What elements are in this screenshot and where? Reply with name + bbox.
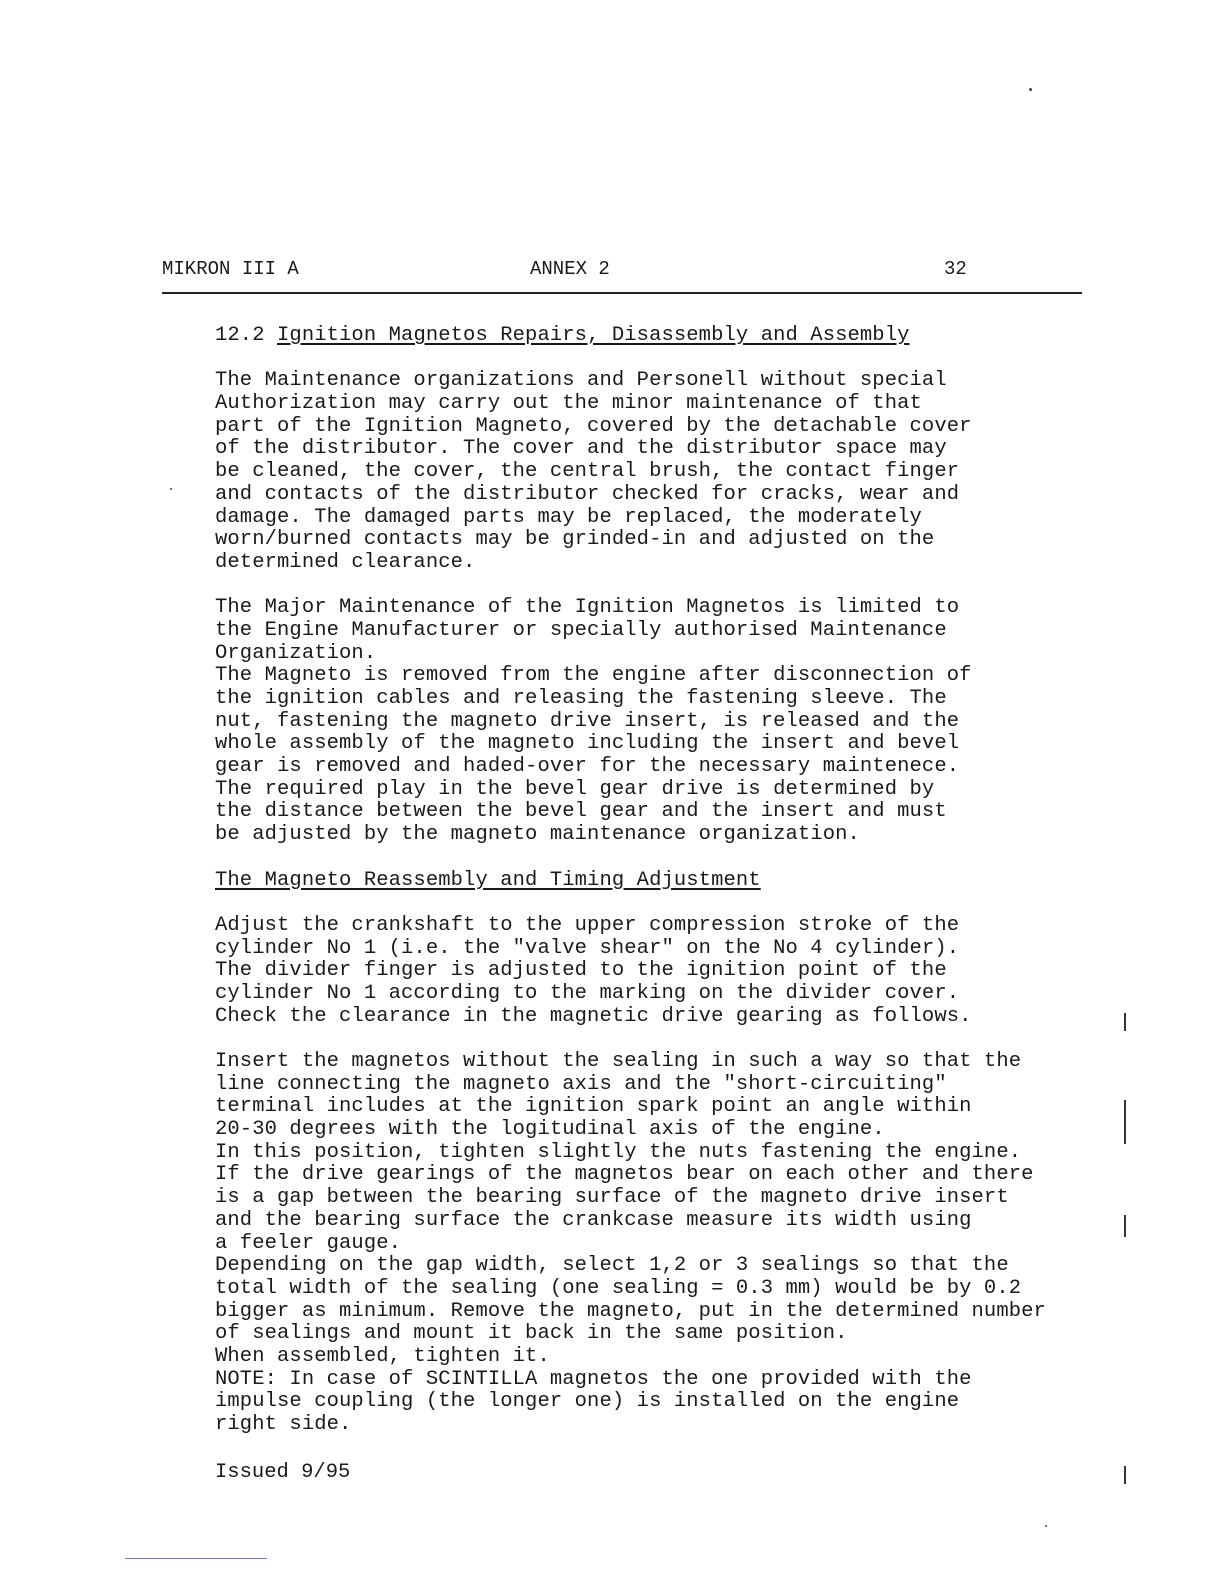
text-line: be cleaned, the cover, the central brush, the contact finger: [215, 460, 960, 484]
text-line: bigger as minimum. Remove the magneto, put in the determined number: [215, 1299, 1046, 1323]
text-line: If the drive gearings of the magnetos bear on each other and there: [215, 1163, 1034, 1187]
scan-speck: [1029, 88, 1032, 91]
paragraph-crankshaft-adjust: [215, 915, 1145, 1028]
text-line: of the distributor. The cover and the distributor space may: [215, 437, 947, 461]
text-line: cylinder No 1 according to the marking on the divider cover.: [215, 981, 960, 1005]
text-line: Authorization may carry out the minor maintenance of that: [215, 392, 922, 416]
section-number: 12.2: [215, 324, 265, 347]
text-line: total width of the sealing (one sealing = 0.3 mm) would be by 0.2: [215, 1276, 1022, 1300]
text-line: the ignition cables and releasing the fastening sleeve. The: [215, 687, 947, 710]
text-line: When assembled, tighten it.: [215, 1344, 550, 1368]
revision-bar: [1124, 1466, 1126, 1484]
text-line: 20-30 degrees with the logitudinal axis of the engine.: [215, 1118, 885, 1142]
text-line: The divider finger is adjusted to the ignition point of the: [215, 959, 947, 983]
text-line: and contacts of the distributor checked for cracks, wear and: [215, 482, 960, 506]
paragraph-insert-magnetos: [215, 1051, 1145, 1437]
text-line: In this position, tighten slightly the nuts fastening the engine.: [215, 1140, 1022, 1164]
text-line: cylinder No 1 (i.e. the "valve shear" on the No 4 cylinder).: [215, 936, 960, 960]
section-heading: [215, 325, 1145, 348]
text-line: Check the clearance in the magnetic drive gearing as follows.: [215, 1004, 972, 1028]
document-body: [215, 325, 1145, 1437]
text-line: The Magneto is removed from the engine after disconnection of: [215, 664, 972, 688]
scan-speck: [1045, 1525, 1047, 1527]
revision-bar: [1124, 1100, 1126, 1144]
text-line: worn/burned contacts may be grinded-in and adjusted on the: [215, 528, 935, 552]
text-line: line connecting the magneto axis and the "short-circuiting": [215, 1072, 947, 1096]
text-line: nut, fastening the magneto drive insert, is released and the: [215, 709, 960, 733]
text-line: is a gap between the bearing surface of the magneto drive insert: [215, 1186, 1009, 1210]
text-line: part of the Ignition Magneto, covered by the detachable cover: [215, 414, 972, 438]
text-line: The required play in the bevel gear drive is determined by: [215, 777, 935, 801]
page-header: [162, 258, 1082, 294]
text-line: terminal includes at the ignition spark point an angle within: [215, 1095, 972, 1119]
text-line: be adjusted by the magneto maintenance organization.: [215, 823, 860, 847]
text-line: The Major Maintenance of the Ignition Magnetos is limited to: [215, 596, 960, 620]
text-line: Adjust the crankshaft to the upper compression stroke of the: [215, 913, 960, 937]
text-line: impulse coupling (the longer one) is installed on the engine: [215, 1390, 960, 1414]
footer-issued-date: Issued 9/95: [215, 1461, 351, 1484]
text-line: NOTE: In case of SCINTILLA magnetos the one provided with the: [215, 1367, 972, 1391]
text-line: determined clearance.: [215, 550, 476, 574]
text-line: a feeler gauge.: [215, 1231, 402, 1255]
scan-speck: [170, 488, 172, 490]
revision-bar: [1124, 1215, 1126, 1237]
text-line: the Engine Manufacturer or specially authorised Maintenance: [215, 618, 947, 642]
text-line: whole assembly of the magneto including the insert and bevel: [215, 732, 960, 756]
header-page-number: 32: [944, 258, 967, 280]
text-line: Organization.: [215, 641, 377, 665]
text-line: damage. The damaged parts may be replaced, the moderately: [215, 505, 922, 529]
text-line: of sealings and mount it back in the same position.: [215, 1322, 848, 1346]
text-line: and the bearing surface the crankcase measure its width using: [215, 1208, 972, 1232]
text-line: Insert the magnetos without the sealing in such a way so that the: [215, 1050, 1022, 1073]
bottom-rule: [125, 1558, 267, 1559]
revision-bar: [1124, 1013, 1126, 1031]
header-document-title: MIKRON III A: [162, 258, 299, 280]
text-line: right side.: [215, 1413, 352, 1436]
text-line: the distance between the bevel gear and the insert and must: [215, 800, 947, 824]
section-title: Ignition Magnetos Repairs, Disassembly and Assembly: [277, 324, 910, 347]
paragraph-major-maintenance: [215, 597, 1145, 847]
text-line: gear is removed and haded-over for the necessary maintenece.: [215, 755, 960, 779]
header-annex-label: ANNEX 2: [530, 258, 610, 280]
subheading-reassembly: The Magneto Reassembly and Timing Adjustment: [215, 868, 761, 892]
text-line: The Maintenance organizations and Personell without special: [215, 369, 947, 393]
text-line: Depending on the gap width, select 1,2 or 3 sealings so that the: [215, 1254, 1009, 1278]
paragraph-minor-maintenance: [215, 370, 1145, 574]
